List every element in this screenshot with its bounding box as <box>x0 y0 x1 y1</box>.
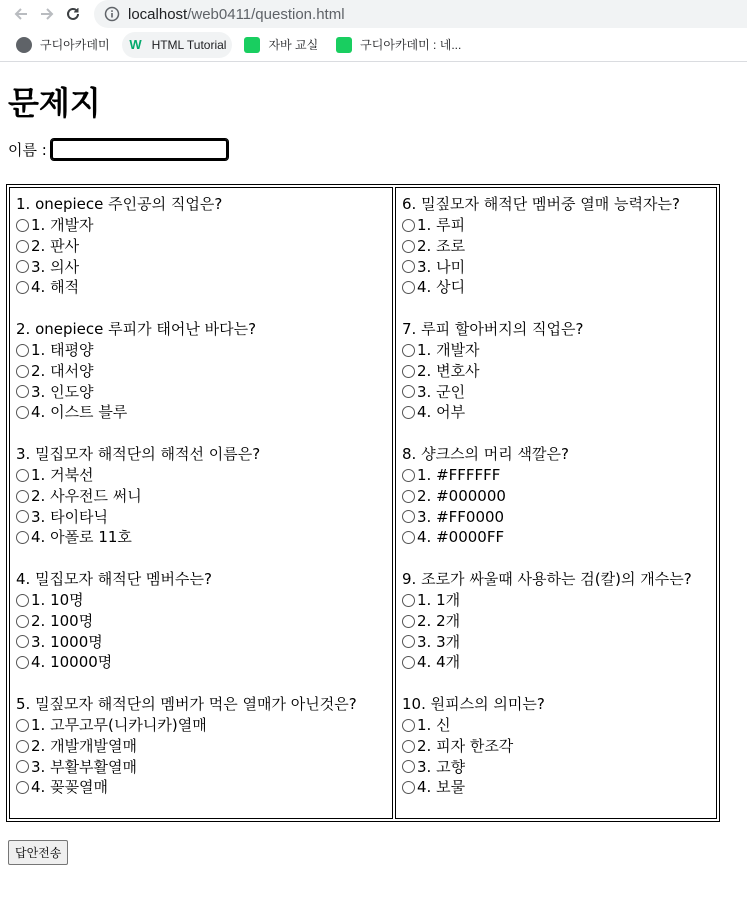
option-label: 4. 꽂꽂열매 <box>31 778 109 797</box>
option-label: 2. 판사 <box>31 236 80 255</box>
radio-button[interactable] <box>402 406 415 419</box>
question-text: 7. 루피 할아버지의 직업은? <box>402 320 584 339</box>
question-column-right <box>395 187 717 819</box>
question-text: 1. onepiece 주인공의 직업은? <box>16 195 223 214</box>
option-label: 3. 3개 <box>417 632 461 651</box>
page-title: 문제지 <box>8 84 101 122</box>
option-label: 3. 고향 <box>417 757 466 776</box>
reload-button[interactable] <box>60 1 86 27</box>
radio-button[interactable] <box>402 656 415 669</box>
radio-button[interactable] <box>402 719 415 732</box>
answer-option[interactable] <box>402 340 710 361</box>
option-label: 4. 이스트 블루 <box>31 403 128 422</box>
question-block <box>402 444 710 548</box>
url-path: /web0411/question.html <box>187 5 345 23</box>
w3schools-icon: W <box>129 37 142 52</box>
bookmark-label: HTML Tutorial <box>151 37 227 52</box>
radio-button[interactable] <box>16 594 29 607</box>
option-label: 3. #FF0000 <box>417 507 505 526</box>
question-text: 6. 밀짚모자 해적단 멤버중 열매 능력자는? <box>402 195 680 214</box>
radio-button[interactable] <box>402 219 415 232</box>
option-label: 2. 2개 <box>417 611 461 630</box>
question-text: 4. 밀집모자 해적단 멤버수는? <box>16 570 212 589</box>
option-label: 1. 개발자 <box>417 340 480 359</box>
url-host: localhost <box>128 5 188 23</box>
question-block <box>402 194 710 298</box>
bookmark-goodee-2[interactable] <box>330 32 467 58</box>
radio-button[interactable] <box>16 781 29 794</box>
option-label: 1. #FFFFFF <box>417 465 501 484</box>
radio-button[interactable] <box>16 615 29 628</box>
answer-option[interactable] <box>402 590 710 611</box>
option-label: 3. 군인 <box>417 382 466 401</box>
radio-button[interactable] <box>16 490 29 503</box>
option-label: 4. 4개 <box>417 653 461 672</box>
option-label: 2. 변호사 <box>417 361 480 380</box>
answer-option[interactable] <box>402 736 710 757</box>
answer-option[interactable] <box>16 382 386 403</box>
answer-option[interactable] <box>402 465 710 486</box>
option-label: 1. 거북선 <box>31 465 94 484</box>
question-text: 2. onepiece 루피가 태어난 바다는? <box>16 320 257 339</box>
arrow-right-icon <box>39 6 55 22</box>
radio-button[interactable] <box>16 719 29 732</box>
option-label: 3. 1000명 <box>31 632 103 651</box>
name-row <box>8 139 739 160</box>
bookmark-label: 자바 교실 <box>268 38 319 52</box>
radio-button[interactable] <box>402 594 415 607</box>
answer-option[interactable] <box>16 632 386 653</box>
answer-option[interactable] <box>16 486 386 507</box>
question-block <box>402 319 710 423</box>
answer-option[interactable] <box>402 361 710 382</box>
option-label: 1. 1개 <box>417 590 461 609</box>
option-label: 3. 타이타닉 <box>31 507 109 526</box>
answer-option[interactable] <box>16 715 386 736</box>
radio-button[interactable] <box>16 260 29 273</box>
bookmark-label: 구디아카데미 <box>40 38 110 52</box>
answer-option[interactable] <box>402 236 710 257</box>
info-icon[interactable] <box>104 6 120 22</box>
answer-option[interactable] <box>402 277 710 298</box>
bookmark-goodee-1[interactable] <box>10 32 116 58</box>
radio-button[interactable] <box>402 615 415 628</box>
answer-option[interactable] <box>402 507 710 528</box>
question-text: 10. 원피스의 의미는? <box>402 695 545 714</box>
option-label: 2. 100명 <box>31 611 94 630</box>
radio-button[interactable] <box>402 281 415 294</box>
option-label: 1. 신 <box>417 715 451 734</box>
answer-option[interactable] <box>402 652 710 673</box>
question-text: 8. 샹크스의 머리 색깔은? <box>402 445 569 464</box>
question-column-left <box>9 187 393 819</box>
option-label: 3. 부활부활열매 <box>31 757 138 776</box>
radio-button[interactable] <box>16 656 29 669</box>
question-block <box>16 569 386 673</box>
bookmark-label: 구디아카데미 : 네... <box>360 38 462 52</box>
answer-option[interactable] <box>402 257 710 278</box>
radio-button[interactable] <box>16 344 29 357</box>
option-label: 4. #0000FF <box>417 528 505 547</box>
radio-button[interactable] <box>402 365 415 378</box>
answer-option[interactable] <box>402 757 710 778</box>
radio-button[interactable] <box>402 510 415 523</box>
option-label: 3. 나미 <box>417 257 466 276</box>
question-block <box>402 569 710 673</box>
option-label: 1. 고무고무(니카니카)열매 <box>31 715 207 734</box>
question-text: 3. 밀집모자 해적단의 해적선 이름은? <box>16 445 261 464</box>
radio-button[interactable] <box>16 219 29 232</box>
answer-option[interactable] <box>402 777 710 798</box>
radio-button[interactable] <box>16 385 29 398</box>
answer-option[interactable] <box>16 611 386 632</box>
option-label: 4. 아폴로 11호 <box>31 528 132 547</box>
option-label: 2. 피자 한조각 <box>417 736 514 755</box>
answer-option[interactable] <box>402 382 710 403</box>
radio-button[interactable] <box>16 510 29 523</box>
radio-button[interactable] <box>402 635 415 648</box>
answer-option[interactable] <box>402 632 710 653</box>
answer-option[interactable] <box>402 527 710 548</box>
radio-button[interactable] <box>402 490 415 503</box>
name-input[interactable] <box>51 139 228 160</box>
option-label: 4. 보물 <box>417 778 466 797</box>
option-label: 1. 개발자 <box>31 215 94 234</box>
radio-button[interactable] <box>16 281 29 294</box>
radio-button[interactable] <box>402 531 415 544</box>
question-block <box>16 694 386 798</box>
option-label: 2. 개발개발열매 <box>31 736 138 755</box>
option-label: 3. 의사 <box>31 257 80 276</box>
address-bar[interactable] <box>94 0 747 28</box>
answer-option[interactable] <box>16 736 386 757</box>
answer-option[interactable] <box>402 215 710 236</box>
answer-option[interactable] <box>402 611 710 632</box>
answer-option[interactable] <box>16 215 386 236</box>
back-button[interactable] <box>8 1 34 27</box>
green-app-icon <box>244 37 260 53</box>
option-label: 2. 사우전드 써니 <box>31 486 142 505</box>
question-text: 5. 밀짚모자 해적단의 멤버가 먹은 열매가 아닌것은? <box>16 695 357 714</box>
arrow-left-icon <box>13 6 29 22</box>
option-label: 1. 루피 <box>417 215 466 234</box>
answer-option[interactable] <box>16 277 386 298</box>
radio-button[interactable] <box>16 740 29 753</box>
radio-button[interactable] <box>16 760 29 773</box>
radio-button[interactable] <box>402 260 415 273</box>
radio-button[interactable] <box>402 385 415 398</box>
radio-button[interactable] <box>402 344 415 357</box>
radio-button[interactable] <box>16 469 29 482</box>
answer-option[interactable] <box>16 236 386 257</box>
answer-option[interactable] <box>16 402 386 423</box>
radio-button[interactable] <box>16 365 29 378</box>
answer-option[interactable] <box>402 402 710 423</box>
answer-option[interactable] <box>16 777 386 798</box>
bookmark-html-tutorial[interactable] <box>122 32 233 58</box>
option-label: 4. 상디 <box>417 278 466 297</box>
bookmarks-bar <box>0 28 747 62</box>
question-text: 9. 조로가 싸울때 사용하는 검(칼)의 개수는? <box>402 570 692 589</box>
option-label: 3. 인도양 <box>31 382 94 401</box>
radio-button[interactable] <box>402 469 415 482</box>
answer-option[interactable] <box>16 340 386 361</box>
question-block <box>16 319 386 423</box>
answer-option[interactable] <box>402 486 710 507</box>
radio-button[interactable] <box>16 240 29 253</box>
answer-option[interactable] <box>402 715 710 736</box>
forward-button[interactable] <box>34 1 60 27</box>
reload-icon <box>65 6 81 22</box>
question-block <box>16 444 386 548</box>
bookmark-java-class[interactable] <box>238 32 324 58</box>
radio-button[interactable] <box>402 760 415 773</box>
option-label: 2. 조로 <box>417 236 466 255</box>
radio-button[interactable] <box>16 635 29 648</box>
browser-toolbar <box>0 0 747 28</box>
answer-option[interactable] <box>16 257 386 278</box>
radio-button[interactable] <box>402 781 415 794</box>
answer-option[interactable] <box>16 507 386 528</box>
answer-option[interactable] <box>16 527 386 548</box>
quiz-table <box>6 184 720 822</box>
option-label: 4. 어부 <box>417 403 466 422</box>
page-content <box>0 86 747 865</box>
option-label: 4. 해적 <box>31 278 80 297</box>
option-label: 1. 태평양 <box>31 340 94 359</box>
submit-answers-button[interactable]: 답안전송 <box>8 840 68 865</box>
answer-option[interactable] <box>16 590 386 611</box>
answer-option[interactable] <box>16 465 386 486</box>
green-app-icon <box>336 37 352 53</box>
radio-button[interactable] <box>402 740 415 753</box>
option-label: 2. 대서양 <box>31 361 94 380</box>
answer-option[interactable] <box>16 361 386 382</box>
option-label: 2. #000000 <box>417 486 506 505</box>
answer-option[interactable] <box>16 757 386 778</box>
option-label: 1. 10명 <box>31 590 84 609</box>
name-label: 이름 : <box>8 141 47 160</box>
question-block <box>402 694 710 798</box>
radio-button[interactable] <box>402 240 415 253</box>
radio-button[interactable] <box>16 406 29 419</box>
radio-button[interactable] <box>16 531 29 544</box>
option-label: 4. 10000명 <box>31 653 113 672</box>
question-block <box>16 194 386 298</box>
globe-icon <box>16 37 32 53</box>
answer-option[interactable] <box>16 652 386 673</box>
